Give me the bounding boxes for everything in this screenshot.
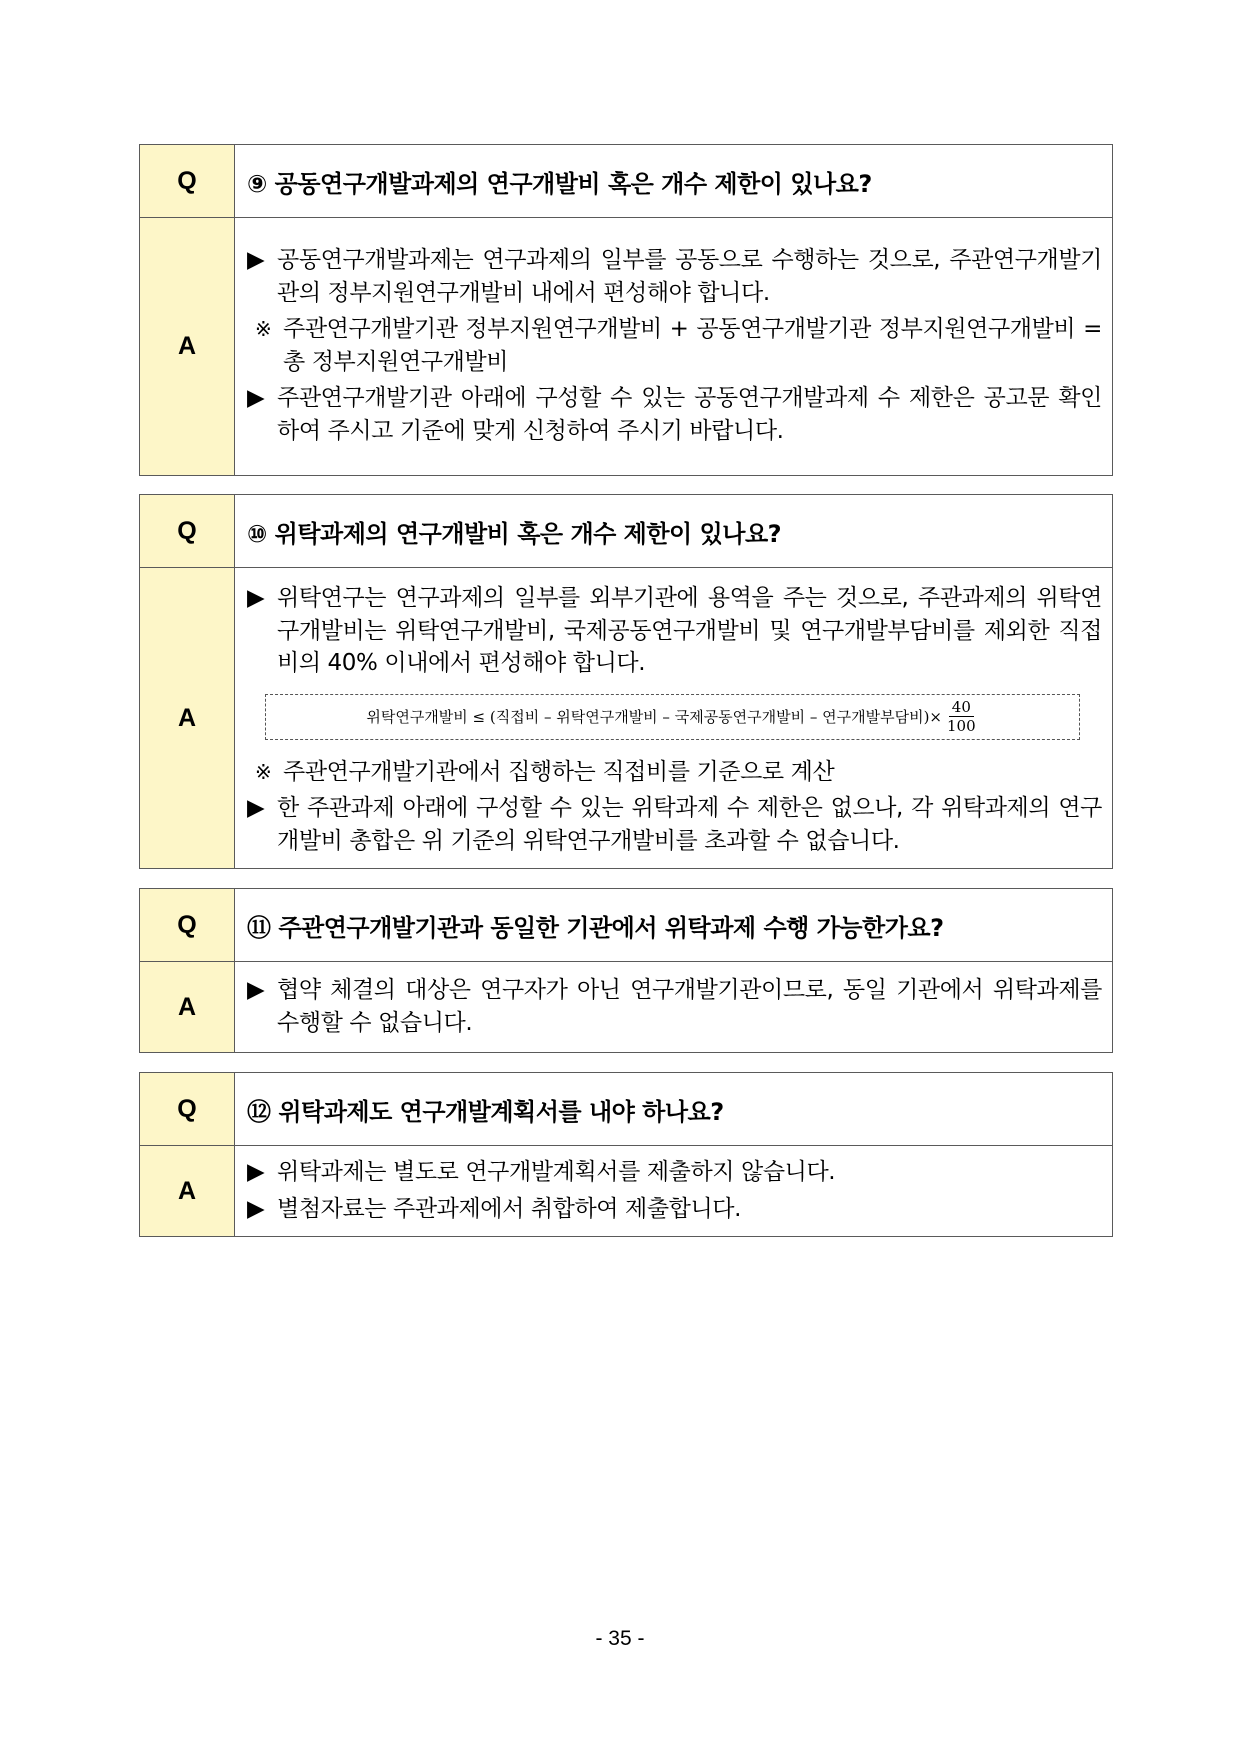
answer-text: 위탁연구는 연구과제의 일부를 외부기관에 용역을 주는 것으로, 주관과제의 위탁연구개발비는 위탁연구개발비, 국제공동연구개발비 및 연구개발부담비를 제외한 직접비의 40% 이내에서 편성해야 합니다. [277,585,1102,676]
formula-fraction [944,699,979,735]
question-row [140,495,1112,567]
answer-text: 한 주관과제 아래에 구성할 수 있는 위탁과제 수 제한은 없으나, 각 위탁과제의 연구개발비 총합은 위 기준의 위탁연구개발비를 초과할 수 없습니다. [277,795,1102,854]
reference-mark-icon: ※ [255,317,272,341]
answer-item [247,244,1102,309]
answer-content [235,962,1112,1052]
answer-row [140,1145,1112,1236]
qa-block-9 [139,144,1113,476]
answer-item [247,582,1102,680]
answer-content [235,1146,1112,1236]
bullet-triangle-icon: ▶ [247,977,265,1003]
question-row [140,889,1112,961]
question-text: ⑩ 위탁과제의 연구개발비 혹은 개수 제한이 있나요? [247,519,782,548]
qa-block-11 [139,888,1113,1053]
answer-text: 공동연구개발과제는 연구과제의 일부를 공동으로 수행하는 것으로, 주관연구개발기관의 정부지원연구개발비 내에서 편성해야 합니다. [277,247,1102,306]
answer-item [247,974,1102,1039]
answer-text: 주관연구개발기관 아래에 구성할 수 있는 공동연구개발과제 수 제한은 공고문 확인하여 주시고 기준에 맞게 신청하여 주시기 바랍니다. [277,385,1102,444]
answer-item [247,382,1102,447]
answer-row [140,961,1112,1052]
fraction-numerator: 40 [949,699,974,717]
bullet-triangle-icon: ▶ [247,247,265,273]
q-label: Q [140,889,235,961]
bullet-triangle-icon: ▶ [247,795,265,821]
answer-text: 주관연구개발기관 정부지원연구개발비 + 공동연구개발기관 정부지원연구개발비 = 총 정부지원연구개발비 [283,316,1102,375]
q-label: Q [140,495,235,567]
answer-note [247,756,1102,789]
q-label: Q [140,145,235,217]
answer-text: 별첨자료는 주관과제에서 취합하여 제출합니다. [277,1195,742,1222]
answer-text: 협약 체결의 대상은 연구자가 아닌 연구개발기관이므로, 동일 기관에서 위탁과제를 수행할 수 없습니다. [277,977,1102,1036]
question-row [140,1073,1112,1145]
answer-row [140,217,1112,475]
answer-item [247,792,1102,857]
bullet-triangle-icon: ▶ [247,585,265,611]
answer-content [235,568,1112,868]
a-label: A [140,568,235,868]
answer-row [140,567,1112,868]
question-text: ⑨ 공동연구개발과제의 연구개발비 혹은 개수 제한이 있나요? [247,169,872,198]
a-label: A [140,962,235,1052]
bullet-triangle-icon: ▶ [247,385,265,411]
answer-item [247,1156,1102,1189]
question-text: ⑪ 주관연구개발기관과 동일한 기관에서 위탁과제 수행 가능한가요? [247,913,944,942]
answer-text: 주관연구개발기관에서 집행하는 직접비를 기준으로 계산 [283,758,835,785]
reference-mark-icon: ※ [255,759,272,784]
answer-content [235,218,1112,475]
question-row [140,145,1112,217]
question-text: ⑫ 위탁과제도 연구개발계획서를 내야 하나요? [247,1097,724,1126]
fraction-denominator: 100 [947,716,976,735]
answer-note [247,313,1102,378]
answer-text: 위탁과제는 별도로 연구개발계획서를 제출하지 않습니다. [277,1159,836,1185]
page-number: - 35 - [595,1627,645,1650]
formula-text: 위탁연구개발비 ≤ (직접비 – 위탁연구개발비 – 국제공동연구개발비 – 연구개발부담비)× [366,708,943,726]
a-label: A [140,218,235,475]
bullet-triangle-icon: ▶ [247,1195,265,1222]
qa-block-12 [139,1072,1113,1237]
formula-box [265,694,1080,740]
a-label: A [140,1146,235,1236]
q-label: Q [140,1073,235,1145]
answer-item [247,1193,1102,1226]
bullet-triangle-icon: ▶ [247,1159,265,1185]
qa-block-10 [139,494,1113,869]
